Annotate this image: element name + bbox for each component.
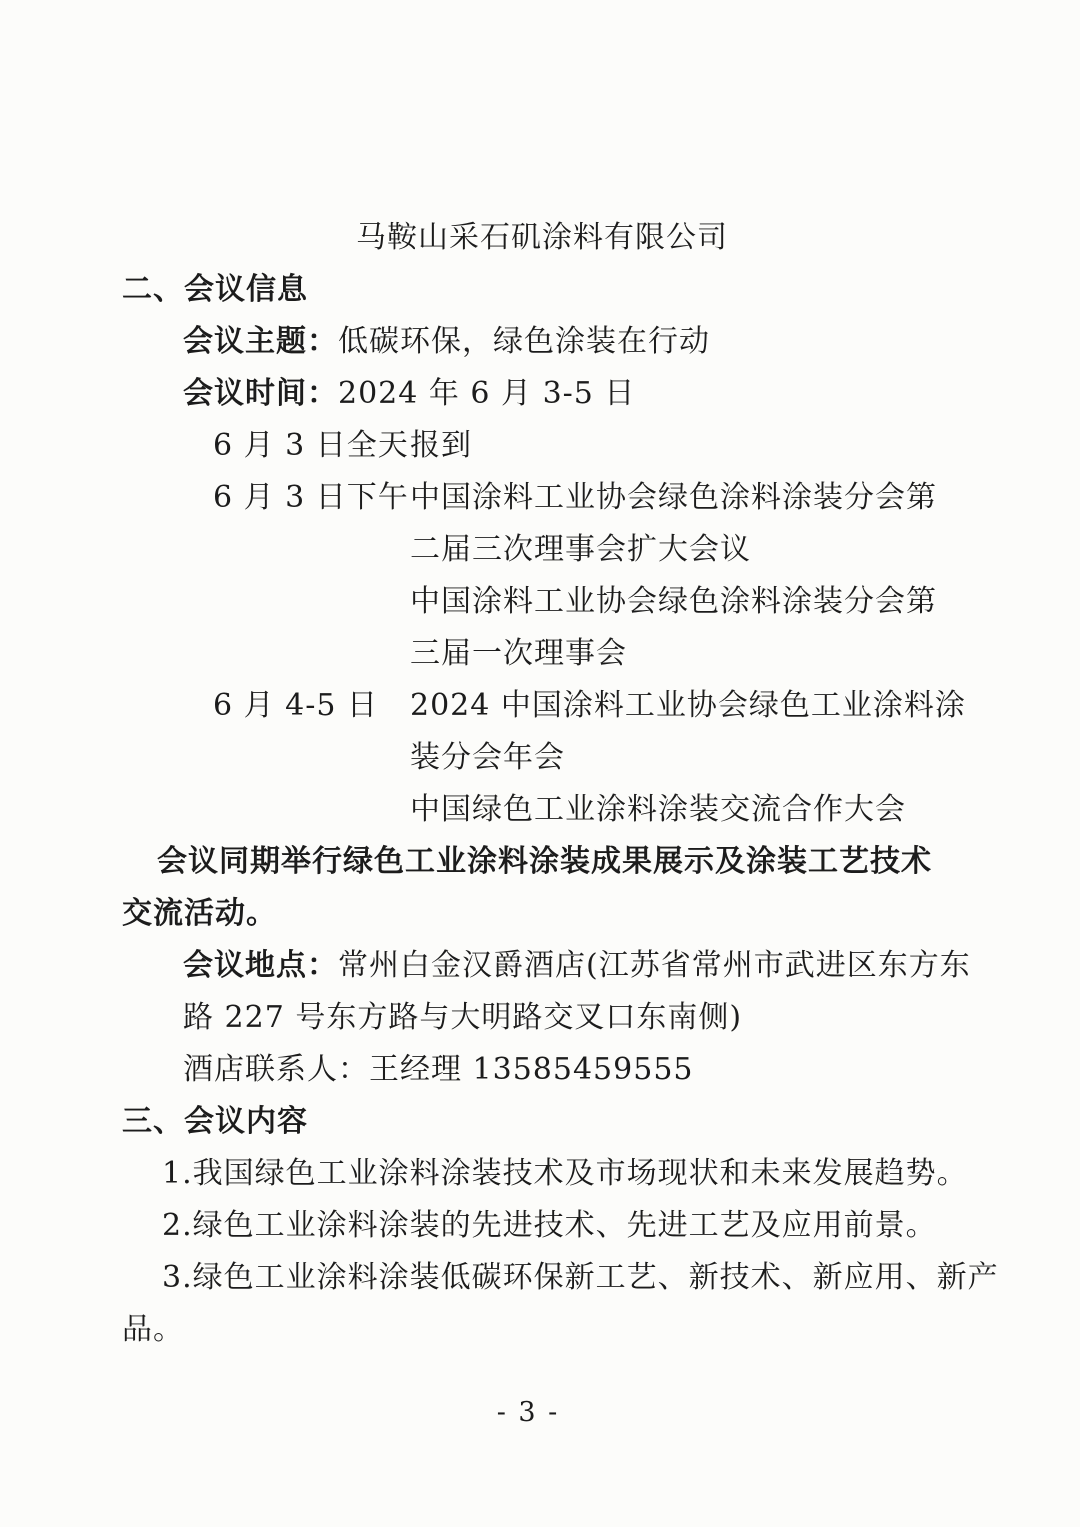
schedule-text: 装分会年会 [410,740,565,775]
meeting-theme-value: 低碳环保，绿色涂装在行动 [338,324,710,359]
concurrent-activity-note-line2: 交流活动。 [122,896,277,931]
agenda-item-2: 2.绿色工业涂料涂装的先进技术、先进工艺及应用前景。 [162,1208,937,1243]
schedule-text: 二届三次理事会扩大会议 [410,532,751,567]
schedule-text: 报到 [410,428,472,463]
schedule-text: 2024 中国涂料工业协会绿色工业涂料涂 [410,688,966,723]
schedule-text: 中国涂料工业协会绿色涂料涂装分会第 [410,480,937,515]
schedule-row [122,524,962,576]
meeting-theme-line [122,316,962,368]
venue-line1 [122,940,971,992]
schedule-time: 6 月 4-5 日 [213,688,379,723]
schedule-time: 6 月 3 日全天 [213,428,409,463]
meeting-time-line [122,368,962,420]
schedule-text: 中国涂料工业协会绿色涂料涂装分会第 [410,584,937,619]
schedule-row [122,732,962,784]
meeting-theme-label: 会议主题： [183,324,338,359]
schedule-time: 6 月 3 日下午 [213,480,409,515]
agenda-item-1: 1.我国绿色工业涂料涂装技术及市场现状和未来发展趋势。 [162,1156,968,1191]
schedule-row [122,472,962,524]
venue-line2: 路 227 号东方路与大明路交叉口东南侧) [183,1000,743,1035]
schedule-text: 三届一次理事会 [410,636,627,671]
hotel-contact-label: 酒店联系人： [183,1052,369,1087]
agenda-item-3-line2: 品。 [122,1312,184,1347]
section-heading-meeting-content: 三、会议内容 [122,1104,308,1139]
company-name: 马鞍山采石矶涂料有限公司 [356,220,728,255]
venue-label: 会议地点： [183,948,338,983]
schedule-row [122,628,962,680]
agenda-item-3-line1: 3.绿色工业涂料涂装低碳环保新工艺、新技术、新应用、新产 [162,1260,999,1295]
concurrent-activity-note-line1: 会议同期举行绿色工业涂料涂装成果展示及涂装工艺技术 [157,844,932,879]
venue-value-line1: 常州白金汉爵酒店(江苏省常州市武进区东方东 [338,948,971,983]
schedule-row [122,420,962,472]
page-number: - 3 - [496,1397,560,1428]
schedule-text: 中国绿色工业涂料涂装交流合作大会 [410,792,906,827]
hotel-contact-value: 王经理 13585459555 [369,1052,694,1087]
meeting-time-value: 2024 年 6 月 3-5 日 [338,376,636,411]
document-body [122,212,999,1356]
schedule-row [122,576,962,628]
section-heading-meeting-info: 二、会议信息 [122,272,308,307]
schedule-row [122,680,966,732]
hotel-contact-line [122,1044,962,1096]
schedule-row [122,784,962,836]
meeting-time-label: 会议时间： [183,376,338,411]
